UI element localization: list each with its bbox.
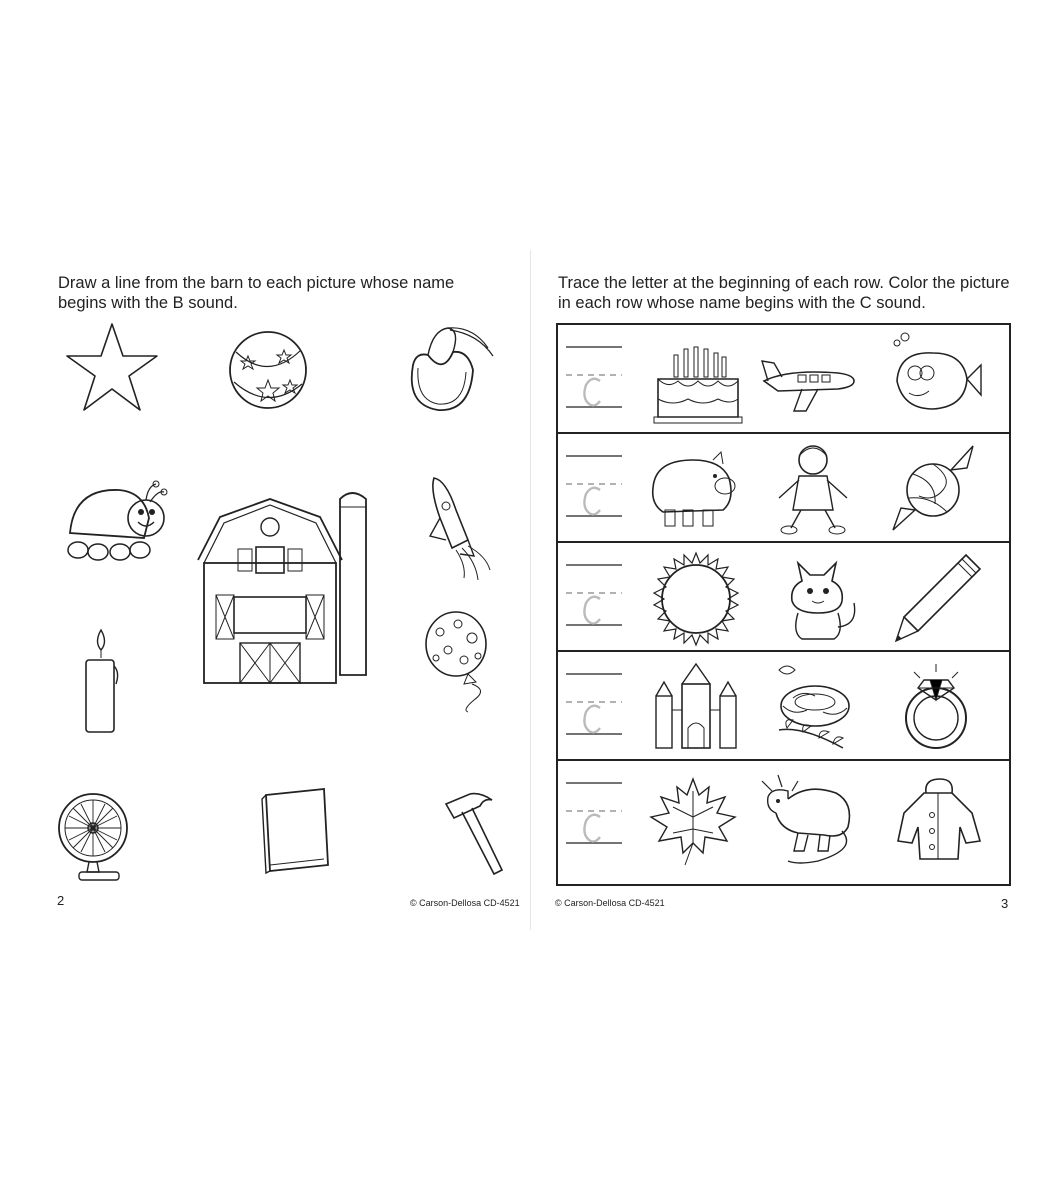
rocket-picture [416,470,496,585]
pencil-picture [888,547,988,647]
fish-picture [883,329,983,429]
activity-row-1 [558,325,1009,434]
cake-picture [648,329,748,429]
trace-letter-c[interactable] [564,662,624,748]
trace-letter-c[interactable] [564,444,624,530]
book-picture [258,785,338,875]
coat-picture [888,771,988,871]
nest-picture [763,656,863,756]
ladybug-picture [64,478,168,568]
activity-row-3 [558,543,1009,652]
ring-picture [886,656,986,756]
doll-picture [763,438,863,538]
barn-picture [190,485,375,690]
activity-row-4 [558,652,1009,761]
left-page-number: 2 [57,893,65,908]
candle-picture [76,622,126,737]
airplane-picture [758,329,858,429]
castle-picture [646,656,746,756]
pig-picture [643,438,743,538]
activity-row-5 [558,761,1009,884]
right-page-number: 3 [1001,896,1009,911]
ball-picture [226,322,311,417]
star-picture [62,320,162,415]
trace-letter-c[interactable] [564,335,624,421]
activity-grid [556,323,1011,886]
left-instruction: Draw a line from the barn to each picture whose name begins with the B sound. [58,274,455,312]
trace-letter-c[interactable] [564,771,624,857]
right-page [531,0,1063,1182]
fan-picture [55,790,135,885]
right-copyright: © Carson-Dellosa CD-4521 [555,898,665,908]
bib-picture [398,320,498,415]
hammer-picture [440,790,505,880]
leaf-picture [643,771,743,871]
candy-picture [883,438,983,538]
right-instruction: Trace the letter at the beginning of each row. Color the picture in each row whose name begins with the C sound. [558,274,1010,312]
left-copyright: © Carson-Dellosa CD-4521 [410,898,520,908]
dinosaur-picture [758,769,868,869]
activity-row-2 [558,434,1009,543]
balloon-picture [418,608,508,718]
left-page [0,0,531,1182]
cat-picture [768,547,868,647]
sun-picture [646,547,746,647]
trace-letter-c[interactable] [564,553,624,639]
